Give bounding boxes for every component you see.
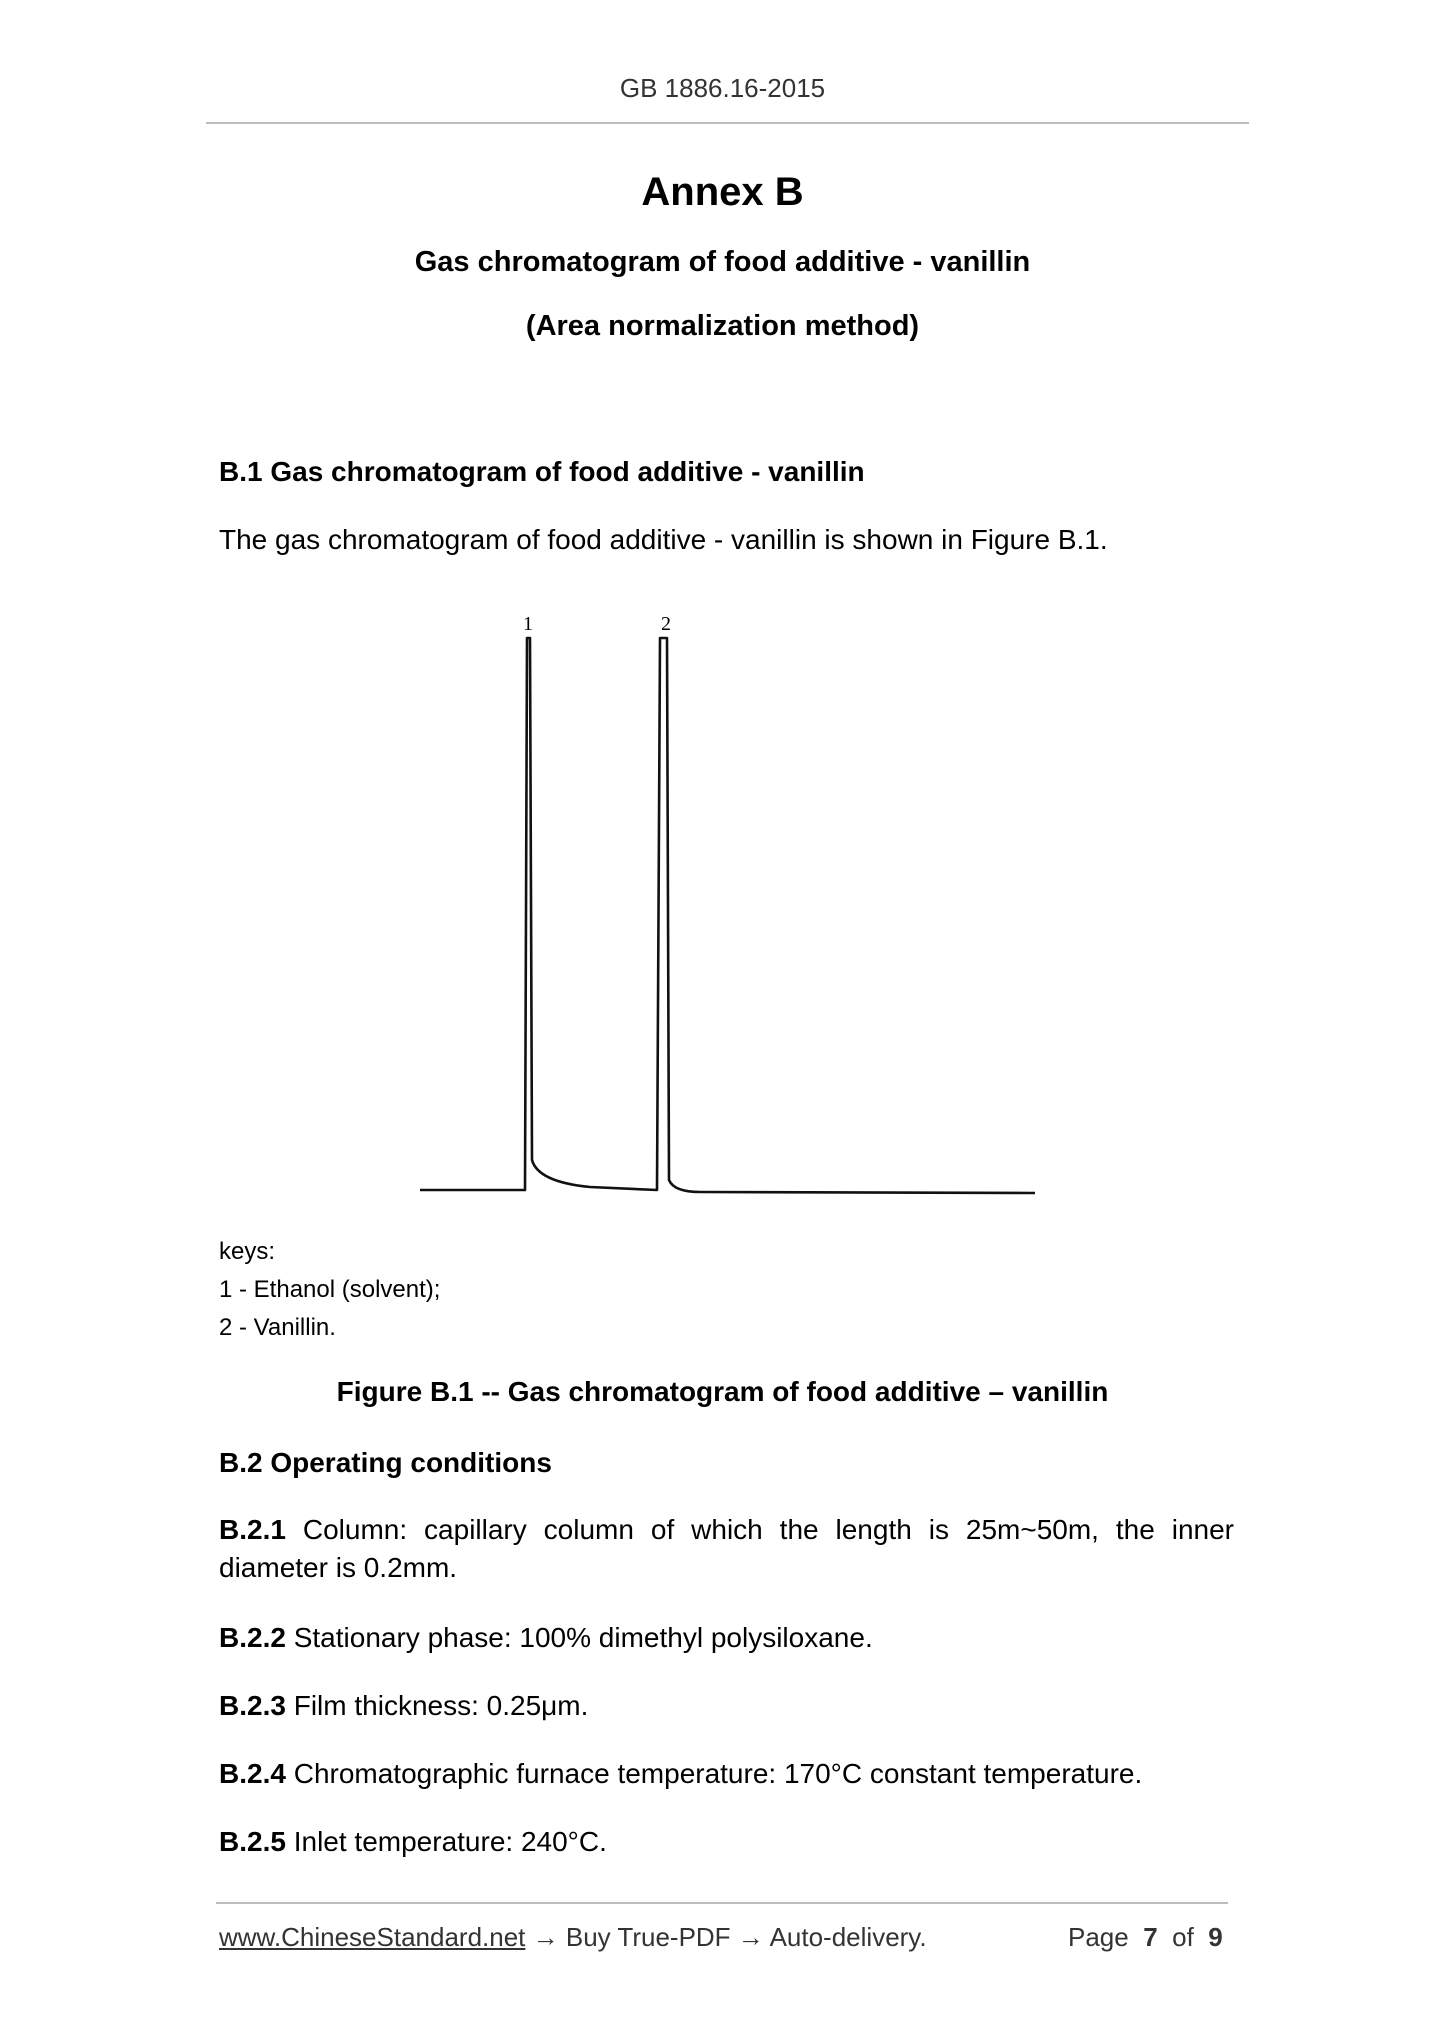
condition-text: Film thickness: 0.25μm. <box>285 1690 589 1721</box>
document-code: GB 1886.16-2015 <box>619 73 826 103</box>
condition-number: B.2.5 <box>219 1826 286 1857</box>
condition-text: Chromatographic furnace temperature: 170°C constant temperature. <box>285 1758 1143 1789</box>
annex-method: (Area normalization method) <box>525 310 920 342</box>
condition-item <box>219 1823 1234 1861</box>
key-item-2: 2 - Vanillin. <box>219 1314 336 1341</box>
section-b1-heading: B.1 Gas chromatogram of food additive - vanillin <box>219 456 865 487</box>
condition-item <box>219 1619 1234 1657</box>
condition-text: Inlet temperature: 240°C. <box>285 1826 607 1857</box>
condition-number: B.2.1 <box>219 1514 286 1545</box>
peak-label-1: 1 <box>523 613 533 635</box>
promo-text: → Buy True-PDF → Auto-delivery. <box>525 1922 927 1952</box>
section-b2-heading: B.2 Operating conditions <box>219 1447 552 1478</box>
key-item-1: 1 - Ethanol (solvent); <box>219 1276 441 1303</box>
condition-text: Column: capillary column of which the length is 25m~50m, the inner diameter is 0.2mm. <box>219 1514 1234 1583</box>
page-indicator <box>1068 1922 1223 1953</box>
annex-subtitle: Gas chromatogram of food additive - vanillin <box>414 246 1031 278</box>
chromatogram-trace <box>420 638 1035 1193</box>
page-of: of <box>1172 1922 1194 1952</box>
footer-promo <box>219 1922 927 1953</box>
condition-text: Stationary phase: 100% dimethyl polysiloxane. <box>285 1622 873 1653</box>
condition-item <box>219 1511 1234 1587</box>
keys-label: keys: <box>219 1238 276 1265</box>
condition-number: B.2.2 <box>219 1622 286 1653</box>
condition-item <box>219 1687 1234 1725</box>
section-b1-text: The gas chromatogram of food additive - vanillin is shown in Figure B.1. <box>219 524 1108 555</box>
condition-number: B.2.4 <box>219 1758 286 1789</box>
site-link[interactable]: www.ChineseStandard.net <box>219 1922 526 1952</box>
annex-title: Annex B <box>641 170 804 214</box>
peak-label-2: 2 <box>661 613 671 635</box>
page-total: 9 <box>1208 1922 1223 1952</box>
page-label: Page <box>1068 1922 1129 1952</box>
figure-caption: Figure B.1 -- Gas chromatogram of food additive – vanillin <box>336 1376 1109 1407</box>
page-current: 7 <box>1143 1922 1158 1952</box>
condition-number: B.2.3 <box>219 1690 286 1721</box>
condition-item <box>219 1755 1234 1793</box>
footer-divider <box>216 1902 1228 1904</box>
